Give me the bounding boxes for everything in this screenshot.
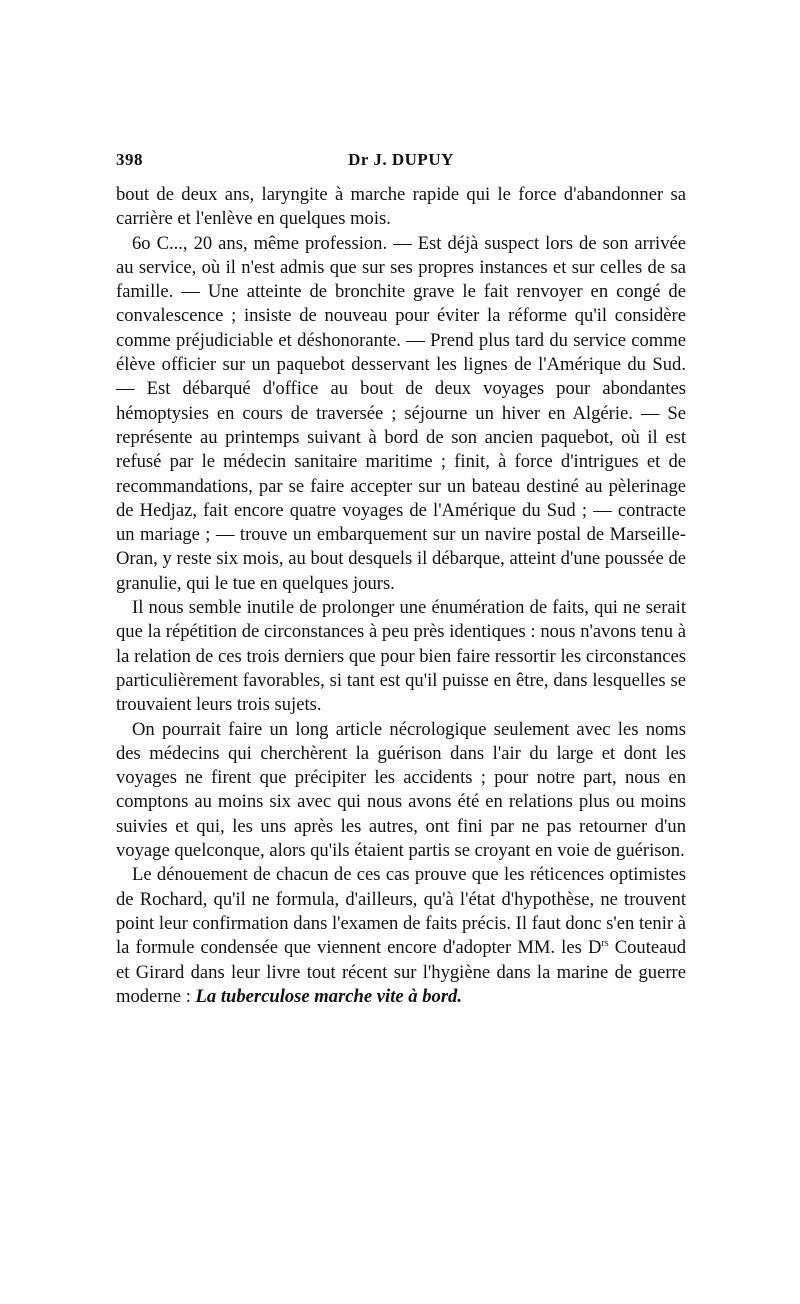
page-header xyxy=(116,150,686,176)
paragraph: On pourrait faire un long article nécrologique seulement avec les noms des médecins qui cherchèrent la guérison dans l'air du large et dont les voyages ne firent que précipiter les accidents ; pour notre part, nous en comptons au moins six avec qui nous avons été en relations plus ou moins suivies et qui, les uns après les autres, ont fini par ne pas retourner d'un voyage quelconque, alors qu'ils étaient partis se croyant en voie de guérison. xyxy=(116,718,686,862)
text-span: Couteaud et Girard dans leur livre tout récent sur l'hygiène dans la marine de guerre moderne : xyxy=(116,937,686,1007)
page-number: 398 xyxy=(116,150,143,169)
text-span: Le dénouement de chacun de ces cas prouve que les réticences optimistes de Rochard, qu'il ne formula, d'ailleurs, qu'à l'état d'hypothèse, ne trouvent point leur confirmation dans l'examen de faits précis. Il faut donc s'en tenir à la formule condensée que viennent encore d'adopter MM. les D xyxy=(116,864,686,959)
body-text xyxy=(116,183,686,1009)
paragraph-conclusion xyxy=(116,863,686,1009)
paragraph-continuation: bout de deux ans, laryngite à marche rapide qui le force d'abandonner sa carrière et l'enlève en quelques mois. xyxy=(116,184,686,230)
paragraph: Il nous semble inutile de prolonger une énumération de faits, qui ne serait que la répétition de circonstances à peu près identiques : nous n'avons tenu à la relation de ces trois derniers que pour bien faire ressortir les circonstances particulièrement favorables, si tant est qu'il puisse en être, dans lesquelles se trouvaient leurs trois sujets. xyxy=(116,597,686,716)
running-head: Dr J. DUPUY xyxy=(348,150,454,169)
paragraph-case-6: 6o C..., 20 ans, même profession. — Est déjà suspect lors de son arrivée au service, où il n'est admis que sur ses propres instances et sur celles de sa famille. — Une atteinte de bronchite grave le fait renvoyer en congé de convalescence ; insiste de nouveau pour éviter la réforme qu'il considère comme préjudiciable et déshonorante. — Prend plus tard du service comme élève officier sur un paquebot desservant les lignes de l'Amérique du Sud. — Est débarqué d'office au bout de deux voyages pour abondantes hémoptysies en cours de traversée ; séjourne un hiver en Algérie. — Se représente au printemps suivant à bord de son ancien paquebot, où il est refusé par le médecin sanitaire maritime ; finit, à force d'intrigues et de recommandations, par se faire accepter sur un bateau destiné au pèlerinage de Hedjaz, fait encore quatre voyages de l'Amérique du Sud ; — contracte un mariage ; — trouve un embarquement sur un navire postal de Marseille-Oran, y reste six mois, au bout desquels il débarque, atteint d'une poussée de granulie, qui le tue en quelques jours. xyxy=(116,232,686,594)
italic-quote: La tuberculose marche vite à bord. xyxy=(195,985,463,1007)
superscript: rs xyxy=(601,938,609,950)
